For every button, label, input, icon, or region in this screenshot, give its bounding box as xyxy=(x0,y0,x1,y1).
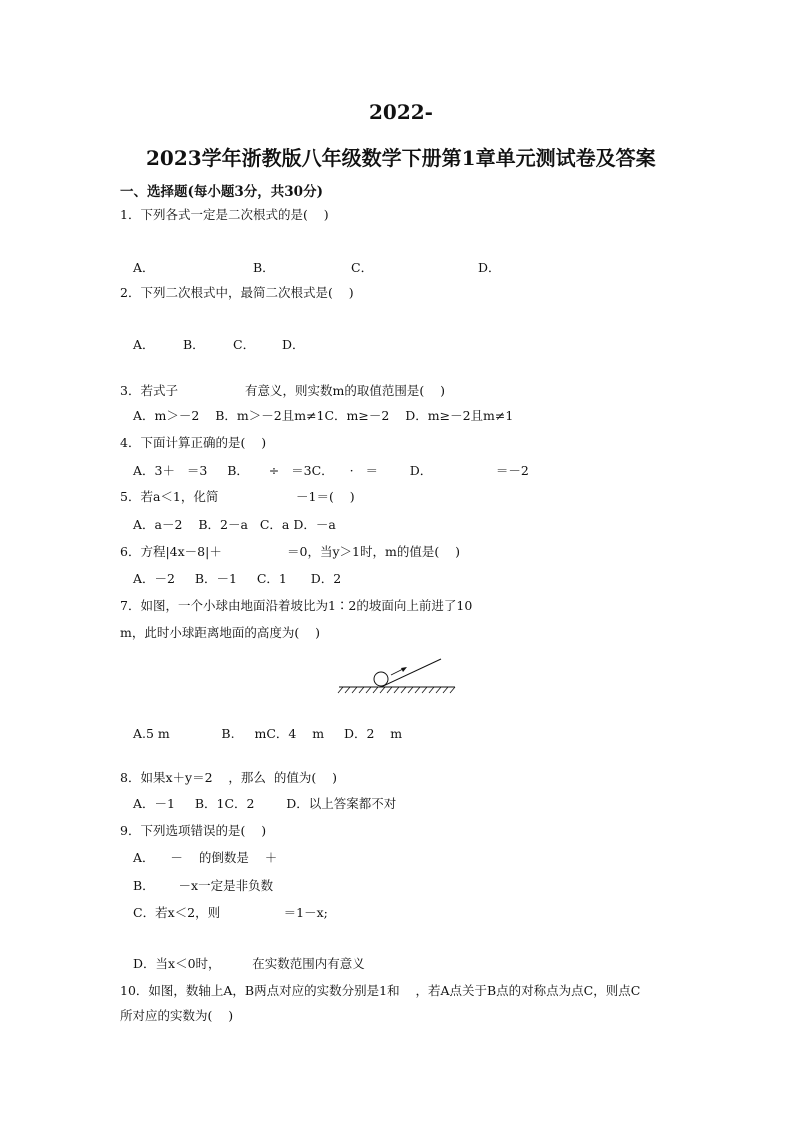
q5-stem-end: －1＝( ) xyxy=(296,489,355,504)
q1-option-d: D． xyxy=(478,260,501,275)
q7-stem-line-2: m，此时小球距离地面的高度为( ) xyxy=(120,625,321,640)
section-heading: 一、选择题(每小题3分，共30分) xyxy=(120,184,323,200)
q1-option-a: A． xyxy=(133,260,155,275)
title-line-1: 2022- xyxy=(369,100,433,124)
q10-stem-line-2: 所对应的实数为( ) xyxy=(120,1008,234,1023)
q1-option-b: B． xyxy=(253,260,275,275)
q6-stem-start: 6．方程|4x－8|＋ xyxy=(120,544,222,559)
q9-option-b: B． －x一定是非负数 xyxy=(133,878,274,893)
q8-options: A．－1 B．1C．2 D．以上答案都不对 xyxy=(133,796,397,811)
q10-stem-line-1: 10．如图，数轴上A，B两点对应的实数分别是1和 ，若A点关于B点的对称点为点C，则点C xyxy=(120,983,641,998)
q8-stem: 8．如果x＋y＝2 ，那么 的值为( ) xyxy=(120,770,338,785)
q9-option-a: A． － 的倒数是 ＋ xyxy=(133,850,278,865)
q3-stem-end: 有意义，则实数m的取值范围是( ) xyxy=(245,383,446,398)
q5-options: A．a－2 B．2－a C．a D．－a xyxy=(133,517,336,532)
q2-option-c: C． xyxy=(233,337,256,352)
q3-options: A．m＞－2 B．m＞－2且m≠1C．m≥－2 D．m≥－2且m≠1 xyxy=(133,408,514,423)
slope-ball-figure xyxy=(337,658,457,694)
q9-stem: 9．下列选项错误的是( ) xyxy=(120,823,267,838)
q4-stem: 4．下面计算正确的是( ) xyxy=(120,435,267,450)
q1-option-c: C． xyxy=(351,260,374,275)
q2-option-b: B． xyxy=(183,337,205,352)
q6-stem-end: ＝0，当y＞1时，m的值是( ) xyxy=(287,544,460,559)
q4-options: A．3＋ ＝3 B． ÷ ＝3C． · ＝ D． ＝－2 xyxy=(133,463,529,478)
q9-option-c: C．若x＜2，则 ＝1－x; xyxy=(133,905,328,920)
q9-option-d: D．当x＜0时， 在实数范围内有意义 xyxy=(133,956,365,971)
q7-stem-line-1: 7．如图，一个小球由地面沿着坡比为1∶2的坡面向上前进了10 xyxy=(120,598,473,613)
q7-options: A.5 m B. mC．4 m D．2 m xyxy=(133,726,403,741)
q5-stem-start: 5．若a＜1，化简 xyxy=(120,489,219,504)
q2-option-a: A． xyxy=(133,337,155,352)
q2-stem: 2．下列二次根式中，最简二次根式是( ) xyxy=(120,285,354,300)
q2-option-d: D． xyxy=(282,337,305,352)
q6-options: A．－2 B．－1 C．1 D．2 xyxy=(133,571,342,586)
q1-stem: 1．下列各式一定是二次根式的是( ) xyxy=(120,207,329,222)
q3-stem-start: 3．若式子 xyxy=(120,383,178,398)
title-line-2: 2023学年浙教版八年级数学下册第1章单元测试卷及答案 xyxy=(146,146,656,170)
